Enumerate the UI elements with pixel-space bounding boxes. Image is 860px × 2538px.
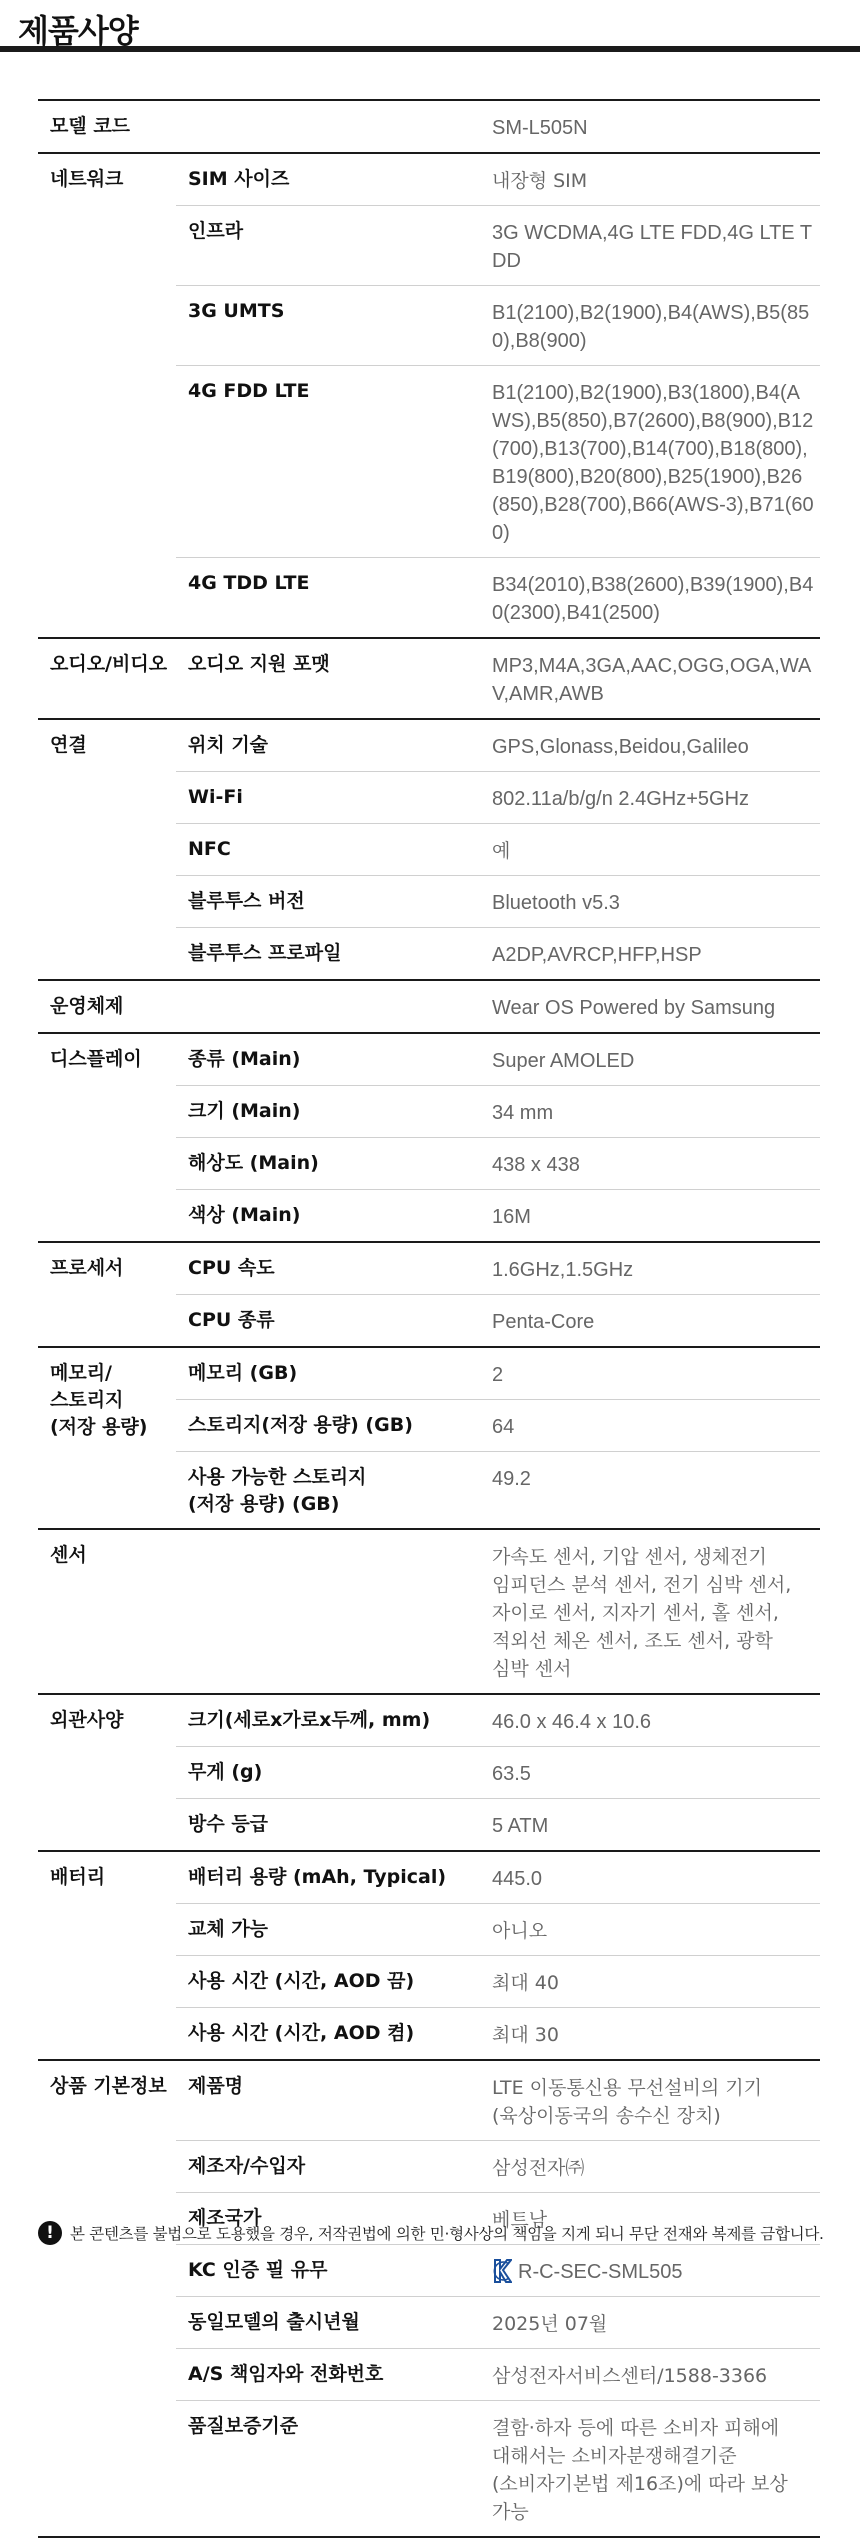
spec-rows bbox=[176, 639, 820, 718]
spec-rows bbox=[176, 1530, 820, 1693]
spec-key bbox=[176, 981, 492, 1032]
spec-group bbox=[38, 720, 820, 981]
spec-category: 외관사양 bbox=[50, 1709, 124, 1731]
spec-category: 네트워크 bbox=[50, 168, 124, 190]
page-title: 제품사양 bbox=[18, 12, 138, 50]
spec-value: 삼성전자서비스센터/1588-3366 bbox=[492, 2348, 820, 2400]
spec-key: 스토리지(저장 용량) (GB) bbox=[176, 1399, 492, 1451]
spec-value: 802.11a/b/g/n 2.4GHz+5GHz bbox=[492, 771, 820, 823]
spec-key bbox=[176, 1530, 492, 1693]
spec-key bbox=[176, 101, 492, 152]
spec-value: A2DP,AVRCP,HFP,HSP bbox=[492, 927, 820, 979]
spec-key: 동일모델의 출시년월 bbox=[176, 2296, 492, 2348]
spec-key: A/S 책임자와 전화번호 bbox=[176, 2348, 492, 2400]
spec-value: 가속도 센서, 기압 센서, 생체전기 임피던스 분석 센서, 전기 심박 센서, 자이로 센서, 지자기 센서, 홀 센서, 적외선 체온 센서, 조도 센서, 광학 심박 센서 bbox=[492, 1546, 792, 1680]
spec-rows bbox=[176, 101, 820, 152]
spec-row bbox=[176, 720, 820, 771]
spec-rows bbox=[176, 1034, 820, 1241]
spec-key: 사용 시간 (시간, AOD 끔) bbox=[176, 1955, 492, 2007]
spec-group bbox=[38, 1852, 820, 2061]
spec-value: 63.5 bbox=[492, 1746, 820, 1798]
notice-text: 본 콘텐츠를 불법으로 도용했을 경우, 저작권법에 의한 민·형사상의 책임을 지게 되니 무단 전재와 복제를 금합니다. bbox=[70, 2225, 824, 2243]
spec-row bbox=[176, 639, 820, 718]
spec-value: Super AMOLED bbox=[492, 1050, 635, 1072]
spec-row bbox=[176, 1955, 820, 2007]
spec-table bbox=[38, 99, 820, 2538]
spec-value: Penta-Core bbox=[492, 1294, 820, 1346]
spec-row bbox=[176, 1137, 820, 1189]
spec-key: 제품명 bbox=[188, 2075, 244, 2097]
spec-group bbox=[38, 101, 820, 154]
spec-key: 배터리 용량 (mAh, Typical) bbox=[188, 1866, 447, 1888]
spec-group bbox=[38, 981, 820, 1034]
spec-category: 배터리 bbox=[50, 1866, 106, 1888]
spec-row bbox=[176, 101, 820, 152]
spec-key: 제조자/수입자 bbox=[176, 2140, 492, 2192]
spec-key: 해상도 (Main) bbox=[176, 1137, 492, 1189]
spec-rows bbox=[176, 981, 820, 1032]
spec-value: B1(2100),B2(1900),B3(1800),B4(AWS),B5(850),B7(2600),B8(900),B12(700),B13(700),B14(700),B18(800),B19(800),B20(800),B25(1900),B26(850),B28(700),B66(AWS-3),B71(600) bbox=[492, 365, 820, 557]
spec-row bbox=[176, 1399, 820, 1451]
spec-row bbox=[176, 2400, 820, 2536]
spec-value: LTE 이동통신용 무선설비의 기기(육상이동국의 송수신 장치) bbox=[492, 2077, 762, 2127]
spec-value: 46.0 x 46.4 x 10.6 bbox=[492, 1711, 652, 1733]
spec-row bbox=[176, 205, 820, 285]
spec-row bbox=[176, 1034, 820, 1085]
spec-value: 베트남 bbox=[492, 2192, 820, 2244]
spec-key: 사용 시간 (시간, AOD 켬) bbox=[176, 2007, 492, 2059]
spec-value: 1.6GHz,1.5GHz bbox=[492, 1259, 634, 1281]
spec-value: 5 ATM bbox=[492, 1798, 820, 1850]
spec-key: CPU 종류 bbox=[176, 1294, 492, 1346]
spec-key: 오디오 지원 포맷 bbox=[188, 653, 330, 675]
spec-value: B34(2010),B38(2600),B39(1900),B40(2300),B41(2500) bbox=[492, 557, 820, 637]
spec-key: 4G TDD LTE bbox=[176, 557, 492, 637]
spec-row bbox=[176, 875, 820, 927]
exclamation-icon: ! bbox=[38, 2221, 62, 2245]
spec-key: Wi-Fi bbox=[176, 771, 492, 823]
spec-value: 34 mm bbox=[492, 1085, 820, 1137]
spec-key: 크기 (Main) bbox=[176, 1085, 492, 1137]
spec-value: Bluetooth v5.3 bbox=[492, 875, 820, 927]
spec-key: KC 인증 필 유무 bbox=[176, 2244, 492, 2296]
spec-value: Wear OS Powered by Samsung bbox=[492, 997, 776, 1019]
spec-row bbox=[176, 2007, 820, 2059]
spec-row bbox=[176, 1348, 820, 1399]
spec-group bbox=[38, 1348, 820, 1530]
kc-cert-number: R-C-SEC-SML505 bbox=[518, 2261, 683, 2283]
spec-category: 연결 bbox=[50, 734, 87, 756]
spec-value: GPS,Glonass,Beidou,Galileo bbox=[492, 736, 749, 758]
spec-row bbox=[176, 1852, 820, 1903]
spec-row bbox=[176, 1903, 820, 1955]
spec-row bbox=[176, 1695, 820, 1746]
spec-row bbox=[176, 771, 820, 823]
spec-rows bbox=[176, 1695, 820, 1850]
spec-key: 교체 가능 bbox=[176, 1903, 492, 1955]
spec-key: 4G FDD LTE bbox=[176, 365, 492, 557]
spec-category: 운영체제 bbox=[50, 995, 124, 1017]
spec-row bbox=[176, 285, 820, 365]
spec-category: 메모리/ 스토리지 (저장 용량) bbox=[50, 1362, 148, 1438]
spec-value: MP3,M4A,3GA,AAC,OGG,OGA,WAV,AMR,AWB bbox=[492, 655, 812, 705]
spec-row bbox=[176, 927, 820, 979]
spec-group bbox=[38, 1530, 820, 1695]
spec-key: 위치 기술 bbox=[188, 734, 269, 756]
spec-category: 오디오/비디오 bbox=[50, 653, 168, 675]
spec-row bbox=[176, 2296, 820, 2348]
spec-value: 내장형 SIM bbox=[492, 170, 588, 192]
spec-value: 예 bbox=[492, 823, 820, 875]
spec-row bbox=[176, 2348, 820, 2400]
copyright-notice bbox=[38, 2218, 828, 2248]
spec-row bbox=[176, 1243, 820, 1294]
spec-value: 438 x 438 bbox=[492, 1137, 820, 1189]
spec-key: 블루투스 버전 bbox=[176, 875, 492, 927]
spec-key: 종류 (Main) bbox=[188, 1048, 301, 1070]
spec-key: 사용 가능한 스토리지 (저장 용량) (GB) bbox=[176, 1451, 492, 1528]
spec-category: 프로세서 bbox=[50, 1257, 124, 1279]
spec-category: 디스플레이 bbox=[50, 1048, 142, 1070]
spec-value: 2 bbox=[492, 1364, 504, 1386]
spec-value: 16M bbox=[492, 1189, 820, 1241]
spec-value: 최대 40 bbox=[492, 1955, 820, 2007]
spec-row bbox=[176, 1530, 820, 1693]
spec-row bbox=[176, 2244, 820, 2296]
spec-row bbox=[176, 2140, 820, 2192]
spec-row bbox=[176, 1189, 820, 1241]
spec-row bbox=[176, 1085, 820, 1137]
spec-row bbox=[176, 557, 820, 637]
spec-value: 64 bbox=[492, 1399, 820, 1451]
spec-key: 메모리 (GB) bbox=[188, 1362, 298, 1384]
spec-key: 방수 등급 bbox=[176, 1798, 492, 1850]
spec-group bbox=[38, 639, 820, 720]
spec-row bbox=[176, 1746, 820, 1798]
spec-key: CPU 속도 bbox=[188, 1257, 275, 1279]
spec-row bbox=[176, 981, 820, 1032]
spec-value: 최대 30 bbox=[492, 2007, 820, 2059]
spec-row bbox=[176, 1451, 820, 1528]
spec-key: 색상 (Main) bbox=[176, 1189, 492, 1241]
spec-rows bbox=[176, 1243, 820, 1346]
spec-value bbox=[492, 2244, 820, 2296]
spec-key: SIM 사이즈 bbox=[188, 168, 290, 190]
spec-value: 아니오 bbox=[492, 1903, 820, 1955]
spec-category: 상품 기본정보 bbox=[50, 2075, 167, 2097]
spec-key: 3G UMTS bbox=[176, 285, 492, 365]
spec-key: 제조국가 bbox=[176, 2192, 492, 2244]
spec-value: 49.2 bbox=[492, 1451, 820, 1528]
spec-category: 모델 코드 bbox=[50, 115, 131, 137]
spec-key: 크기(세로x가로x두께, mm) bbox=[188, 1709, 431, 1731]
spec-rows bbox=[176, 154, 820, 637]
spec-row bbox=[176, 154, 820, 205]
spec-key: 블루투스 프로파일 bbox=[176, 927, 492, 979]
spec-group bbox=[38, 154, 820, 639]
spec-row bbox=[176, 1798, 820, 1850]
spec-rows bbox=[176, 2061, 820, 2536]
spec-group bbox=[38, 1243, 820, 1348]
spec-value: SM-L505N bbox=[492, 117, 588, 139]
spec-row bbox=[176, 365, 820, 557]
spec-group bbox=[38, 1034, 820, 1243]
spec-value: 2025년 07월 bbox=[492, 2296, 820, 2348]
spec-key: 인프라 bbox=[176, 205, 492, 285]
spec-rows bbox=[176, 1852, 820, 2059]
spec-category: 센서 bbox=[50, 1544, 87, 1566]
spec-row bbox=[176, 1294, 820, 1346]
kc-mark-icon bbox=[492, 2258, 512, 2284]
spec-row bbox=[176, 2061, 820, 2140]
spec-rows bbox=[176, 1348, 820, 1528]
spec-value: 445.0 bbox=[492, 1868, 543, 1890]
spec-group bbox=[38, 1695, 820, 1852]
spec-value: 삼성전자㈜ bbox=[492, 2140, 820, 2192]
spec-key: NFC bbox=[176, 823, 492, 875]
page-header bbox=[0, 0, 860, 52]
spec-value: 3G WCDMA,4G LTE FDD,4G LTE TDD bbox=[492, 205, 820, 285]
spec-key: 품질보증기준 bbox=[176, 2400, 492, 2536]
spec-row bbox=[176, 823, 820, 875]
spec-key: 무게 (g) bbox=[176, 1746, 492, 1798]
spec-rows bbox=[176, 720, 820, 979]
spec-group bbox=[38, 2061, 820, 2538]
spec-value: 결함·하자 등에 따른 소비자 피해에 대해서는 소비자분쟁해결기준(소비자기본법 제16조)에 따라 보상 가능 bbox=[492, 2400, 820, 2536]
spec-value: B1(2100),B2(1900),B4(AWS),B5(850),B8(900) bbox=[492, 285, 820, 365]
